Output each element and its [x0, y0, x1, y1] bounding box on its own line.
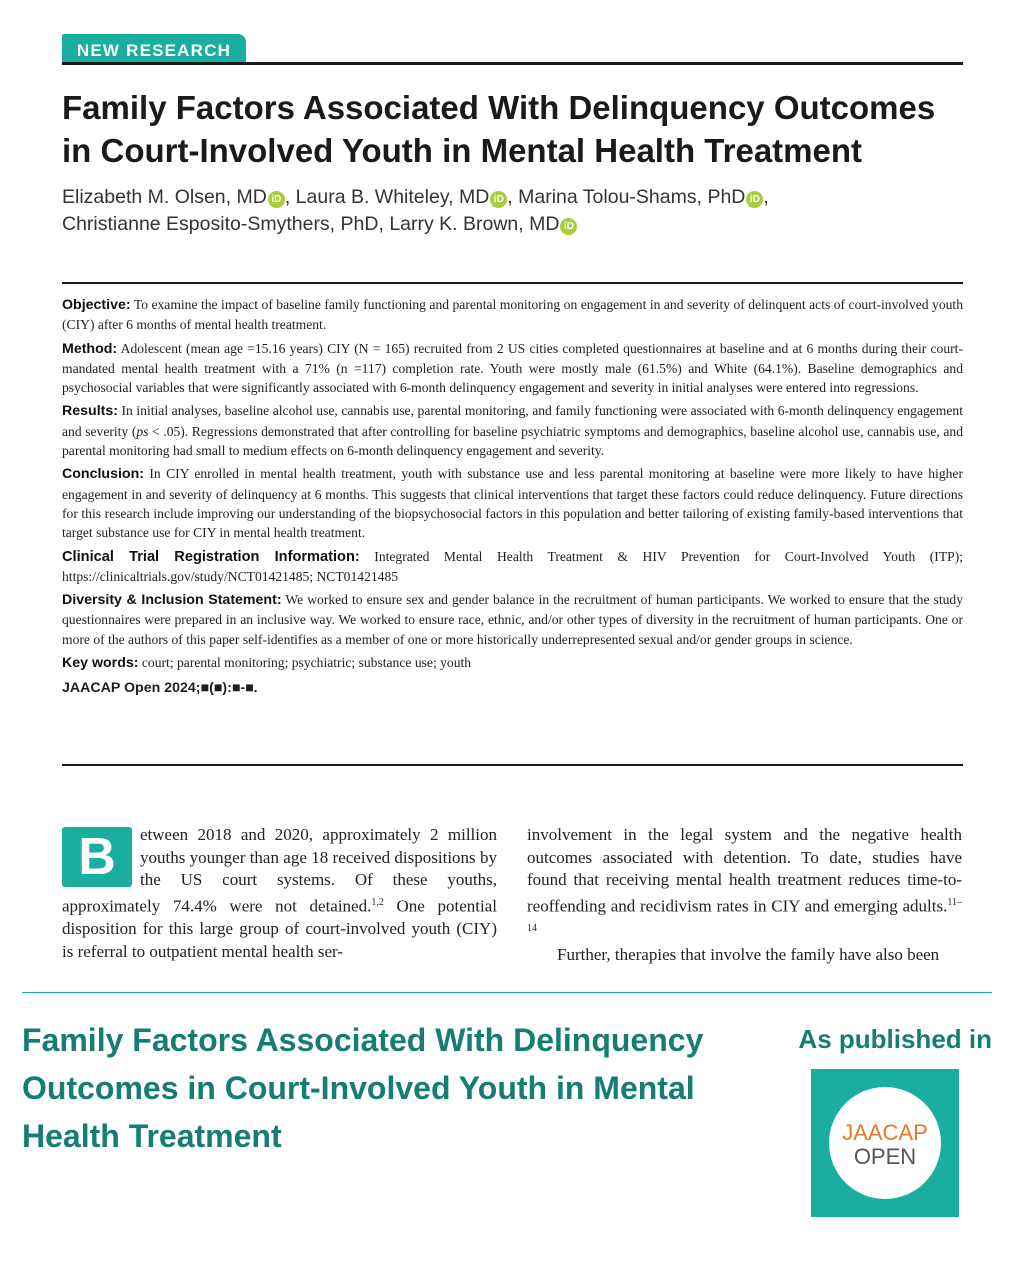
author-separator: ,	[507, 186, 519, 208]
author-list	[62, 184, 962, 238]
logo-text-open: OPEN	[853, 1144, 917, 1169]
logo-circle	[829, 1087, 941, 1199]
new-research-tag: NEW RESEARCH	[62, 34, 246, 64]
trial-paragraph	[62, 547, 963, 587]
jaacap-open-logo	[811, 1069, 959, 1217]
author-name: Christianne Esposito-Smythers, PhD	[62, 213, 379, 235]
trial-label: Clinical Trial Registration Information:	[62, 548, 360, 565]
citation-sup-2: 11–14	[527, 896, 962, 935]
abstract-top-rule	[62, 282, 963, 284]
abstract	[62, 295, 963, 703]
orcid-icon[interactable]: iD	[746, 191, 763, 208]
drop-cap: B	[62, 827, 132, 887]
objective-paragraph	[62, 295, 963, 335]
results-text-a: In initial analyses, baseline alcohol use, cannabis use, parental monitoring, and family functioning were associated with 6-month delinquency engagement and severity (	[62, 403, 963, 439]
logo-text-jaacap: JAACAP	[842, 1120, 928, 1145]
diversity-label: Diversity & Inclusion Statement:	[62, 592, 282, 609]
results-label: Results:	[62, 403, 118, 420]
journal-citation: JAACAP Open 2024;■(■):■-■.	[62, 680, 258, 697]
results-text-b: < .05). Regressions demonstrated that after controlling for baseline psychiatric symptoms and demographics, baseline alcohol use, cannabis use, and parental monitoring had small to medium effects on 6-month delinquency engagement and severity.	[62, 423, 963, 459]
author-name: Laura B. Whiteley, MD	[295, 186, 490, 208]
body-column-left	[62, 824, 497, 963]
author-name: Elizabeth M. Olsen, MD	[62, 186, 267, 208]
top-rule	[62, 62, 963, 65]
body-left-text-a: etween 2018 and 2020, approximately 2 million youths younger than age 18 received dispositions by the US court systems. Of these youths, approximately 74.4% were not detained.	[62, 825, 497, 916]
conclusion-label: Conclusion:	[62, 466, 144, 483]
keywords-paragraph	[62, 653, 963, 673]
results-paragraph	[62, 401, 963, 460]
trial-text: Integrated Mental Health Treatment & HIV Prevention for Court-Involved Youth (ITP); https://clinicaltrials.gov/study/NCT01421485; NCT01421485	[62, 548, 963, 584]
published-label: As published in	[798, 1024, 992, 1054]
author-name: Marina Tolou-Shams, PhD	[518, 186, 746, 208]
body-paragraph-right	[527, 824, 962, 944]
body-column-right	[527, 824, 962, 967]
body-left-text-b: One potential disposition for this large group of court-involved youth (CIY) is referral to outpatient mental health ser-	[62, 896, 497, 961]
method-paragraph	[62, 339, 963, 398]
objective-text: To examine the impact of baseline family functioning and parental monitoring on engagement in and severity of delinquent acts of court-involved youth (CIY) after 6 months of mental health treatment.	[62, 297, 964, 333]
method-label: Method:	[62, 340, 118, 357]
diversity-text: We worked to ensure sex and gender balance in the recruitment of human participants. We worked to ensure that the study questionnaires were prepared in an inclusive way. We worked to ensure race, ethnic, and/or other types of diversity in the recruitment of human participants. One or more of the authors of this paper self-identifies as a member of one or more historically underrepresented sexual and/or gender groups in science.	[62, 592, 964, 647]
author-separator: ,	[378, 213, 390, 235]
footer-divider	[22, 992, 992, 993]
method-text: Adolescent (mean age =15.16 years) CIY (N = 165) recruited from 2 US cities completed questionnaires at baseline and at 6 months during their court-mandated mental health treatment with a 71% (n =117) completion rate. Youth were mostly male (61.5%) and White (64.1%). Baseline demographics and psychosocial variables that were significantly associated with 6-month delinquency engagement and severity in initial analyses were entered into regressions.	[62, 340, 963, 396]
article-title: Family Factors Associated With Delinquency Outcomes in Court-Involved Youth in Mental Health Treatment	[62, 89, 936, 169]
objective-label: Objective:	[62, 297, 131, 313]
author-separator: ,	[763, 186, 769, 208]
body-right-text-a: involvement in the legal system and the negative health outcomes associated with detention. To date, studies have found that receiving mental health treatment reduces time-to-reoffending and recidivism rates in CIY and emerging adults.	[527, 825, 962, 916]
orcid-icon[interactable]: iD	[268, 191, 285, 208]
orcid-icon[interactable]: iD	[490, 191, 507, 208]
keywords-text: court; parental monitoring; psychiatric; substance use; youth	[141, 655, 472, 671]
body-paragraph-right-2: Further, therapies that involve the family have also been	[557, 945, 940, 965]
orcid-icon[interactable]: iD	[560, 218, 577, 235]
body-paragraph-left	[62, 824, 497, 963]
results-ps: ps	[136, 423, 149, 439]
diversity-paragraph	[62, 590, 963, 649]
author-name: Larry K. Brown, MD	[389, 213, 560, 235]
keywords-label: Key words:	[62, 655, 139, 672]
author-separator: ,	[284, 186, 296, 208]
footer-title: Family Factors Associated With Delinquency Outcomes in Court-Involved Youth in Mental Health Treatment	[22, 1022, 704, 1154]
conclusion-paragraph	[62, 464, 963, 542]
abstract-bottom-rule	[62, 764, 963, 766]
conclusion-text: In CIY enrolled in mental health treatment, youth with substance use and less parental monitoring at baseline were more likely to have higher engagement in and severity of delinquency at 6 months. This suggests that clinical interventions that target these factors could reduce delinquency. Future directions for this research include improving our understanding of the biopsychosocial factors in this population and better tailoring of existing family-based interventions that target substance use for CIY in mental health treatment.	[62, 466, 963, 541]
citation-sup-1: 1,2	[371, 896, 384, 908]
